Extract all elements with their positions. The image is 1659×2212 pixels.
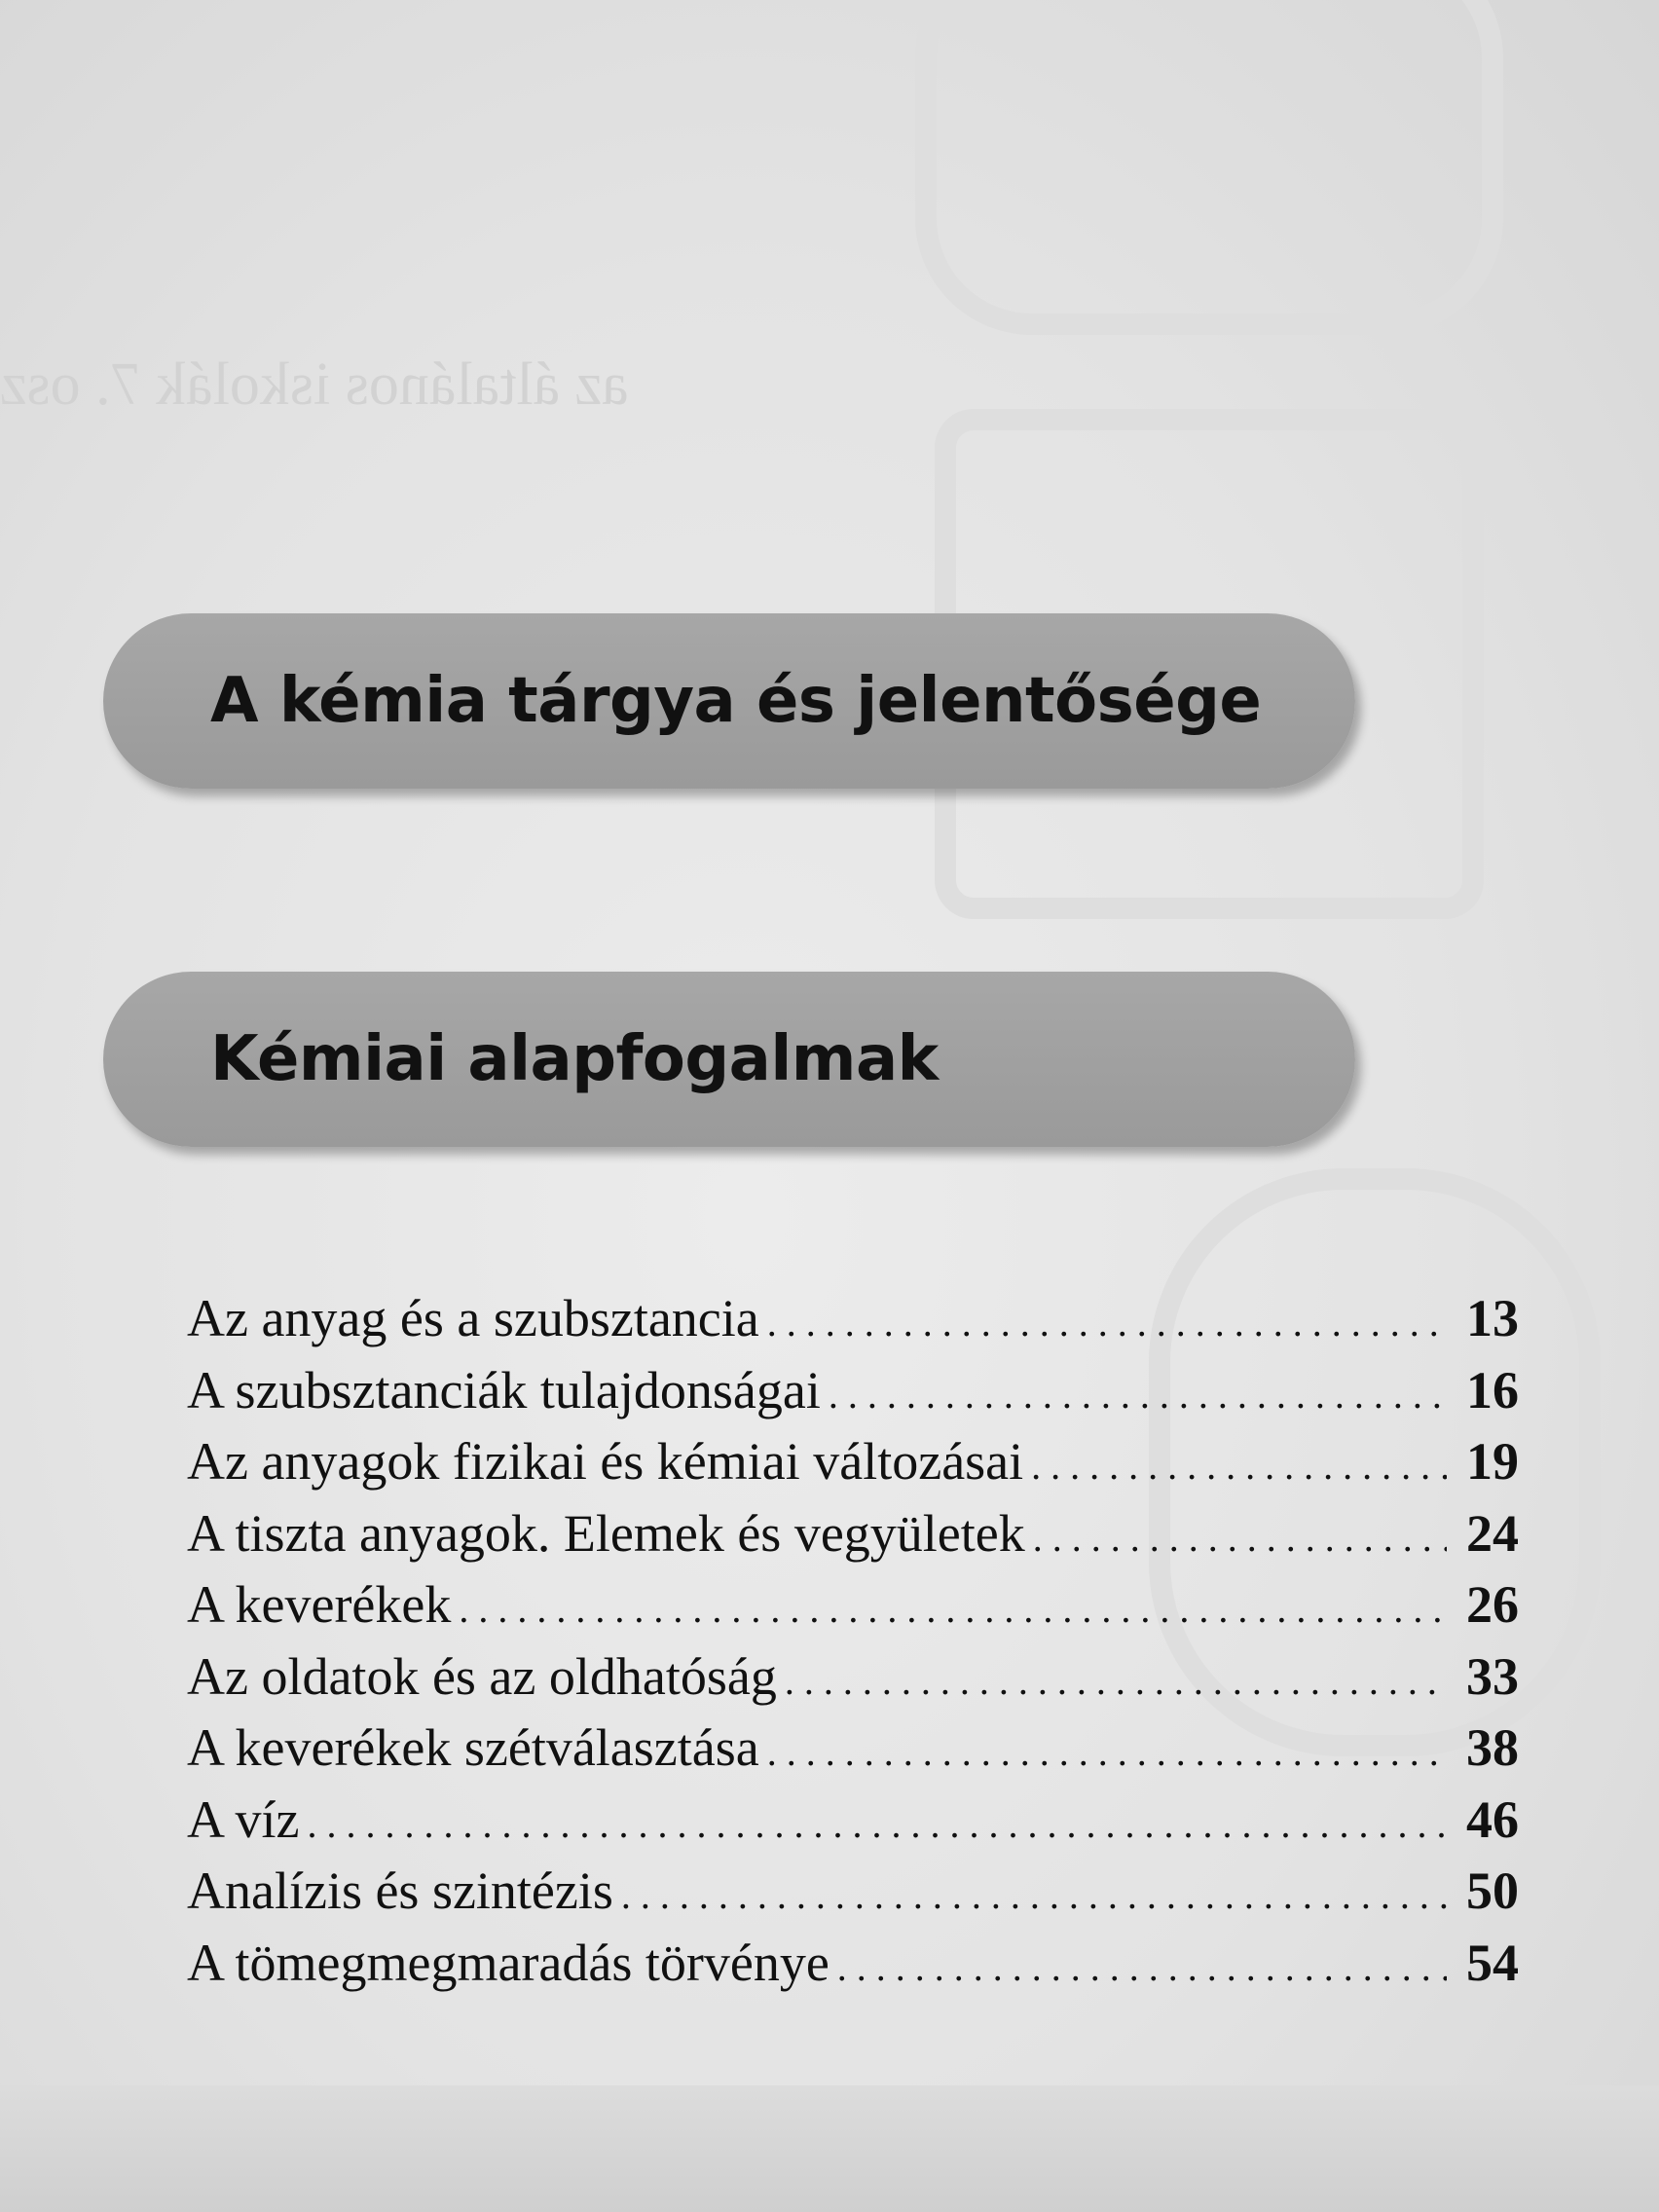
toc-entry-title: A keverékek szétválasztása <box>187 1718 759 1777</box>
toc-entry <box>187 1355 1519 1427</box>
dot-leader <box>459 1573 1447 1645</box>
chapter-banner <box>103 613 1355 789</box>
toc-entry-title: A tömegmegmaradás törvénye <box>187 1933 830 1992</box>
toc-entry-page: 24 <box>1466 1503 1519 1563</box>
show-through-shape <box>915 0 1503 335</box>
dot-leader <box>1033 1502 1447 1574</box>
chapter-title: A kémia tárgya és jelentősége <box>210 665 1262 737</box>
dot-leader <box>1031 1430 1447 1502</box>
dot-leader <box>308 1788 1448 1861</box>
toc-entry <box>187 1283 1519 1355</box>
dot-leader <box>621 1860 1447 1932</box>
toc-entry-page: 38 <box>1466 1718 1519 1777</box>
toc-entry <box>187 1713 1519 1785</box>
toc-entry <box>187 1498 1519 1570</box>
toc-entry-page: 13 <box>1466 1289 1519 1347</box>
table-of-contents <box>187 1283 1519 1999</box>
toc-entry-page: 50 <box>1466 1862 1519 1920</box>
toc-entry-title: Az anyagok fizikai és kémiai változásai <box>187 1432 1024 1491</box>
toc-entry <box>187 1928 1519 2000</box>
toc-entry-page: 54 <box>1466 1933 1519 1992</box>
dot-leader <box>837 1932 1447 2004</box>
chapter-title: Kémiai alapfogalmak <box>210 1023 939 1095</box>
show-through-text: az általános iskolák 7. osz <box>0 351 629 418</box>
toc-entry-title: A tiszta anyagok. Elemek és vegyületek <box>187 1503 1025 1563</box>
toc-entry-title: A keverékek <box>187 1575 452 1634</box>
chapter-banner <box>103 972 1355 1147</box>
toc-entry-title: Analízis és szintézis <box>187 1862 613 1920</box>
toc-entry-title: A szubsztanciák tulajdonságai <box>187 1360 821 1419</box>
toc-entry <box>187 1569 1519 1641</box>
toc-entry-title: Az oldatok és az oldhatóság <box>187 1646 777 1706</box>
toc-entry <box>187 1785 1519 1857</box>
toc-entry-page: 16 <box>1466 1360 1519 1419</box>
dot-leader <box>829 1359 1447 1431</box>
toc-entry-page: 19 <box>1466 1432 1519 1491</box>
toc-entry-title: Az anyag és a szubsztancia <box>187 1289 759 1347</box>
toc-entry-page: 46 <box>1466 1789 1519 1849</box>
page-bottom-edge <box>0 2085 1659 2212</box>
toc-entry <box>187 1641 1519 1714</box>
dot-leader <box>767 1716 1447 1788</box>
toc-entry-page: 33 <box>1466 1646 1519 1706</box>
toc-entry <box>187 1426 1519 1498</box>
dot-leader <box>767 1287 1447 1359</box>
dot-leader <box>785 1645 1447 1717</box>
toc-entry <box>187 1856 1519 1928</box>
toc-entry-title: A víz <box>187 1789 300 1849</box>
toc-entry-page: 26 <box>1466 1575 1519 1634</box>
